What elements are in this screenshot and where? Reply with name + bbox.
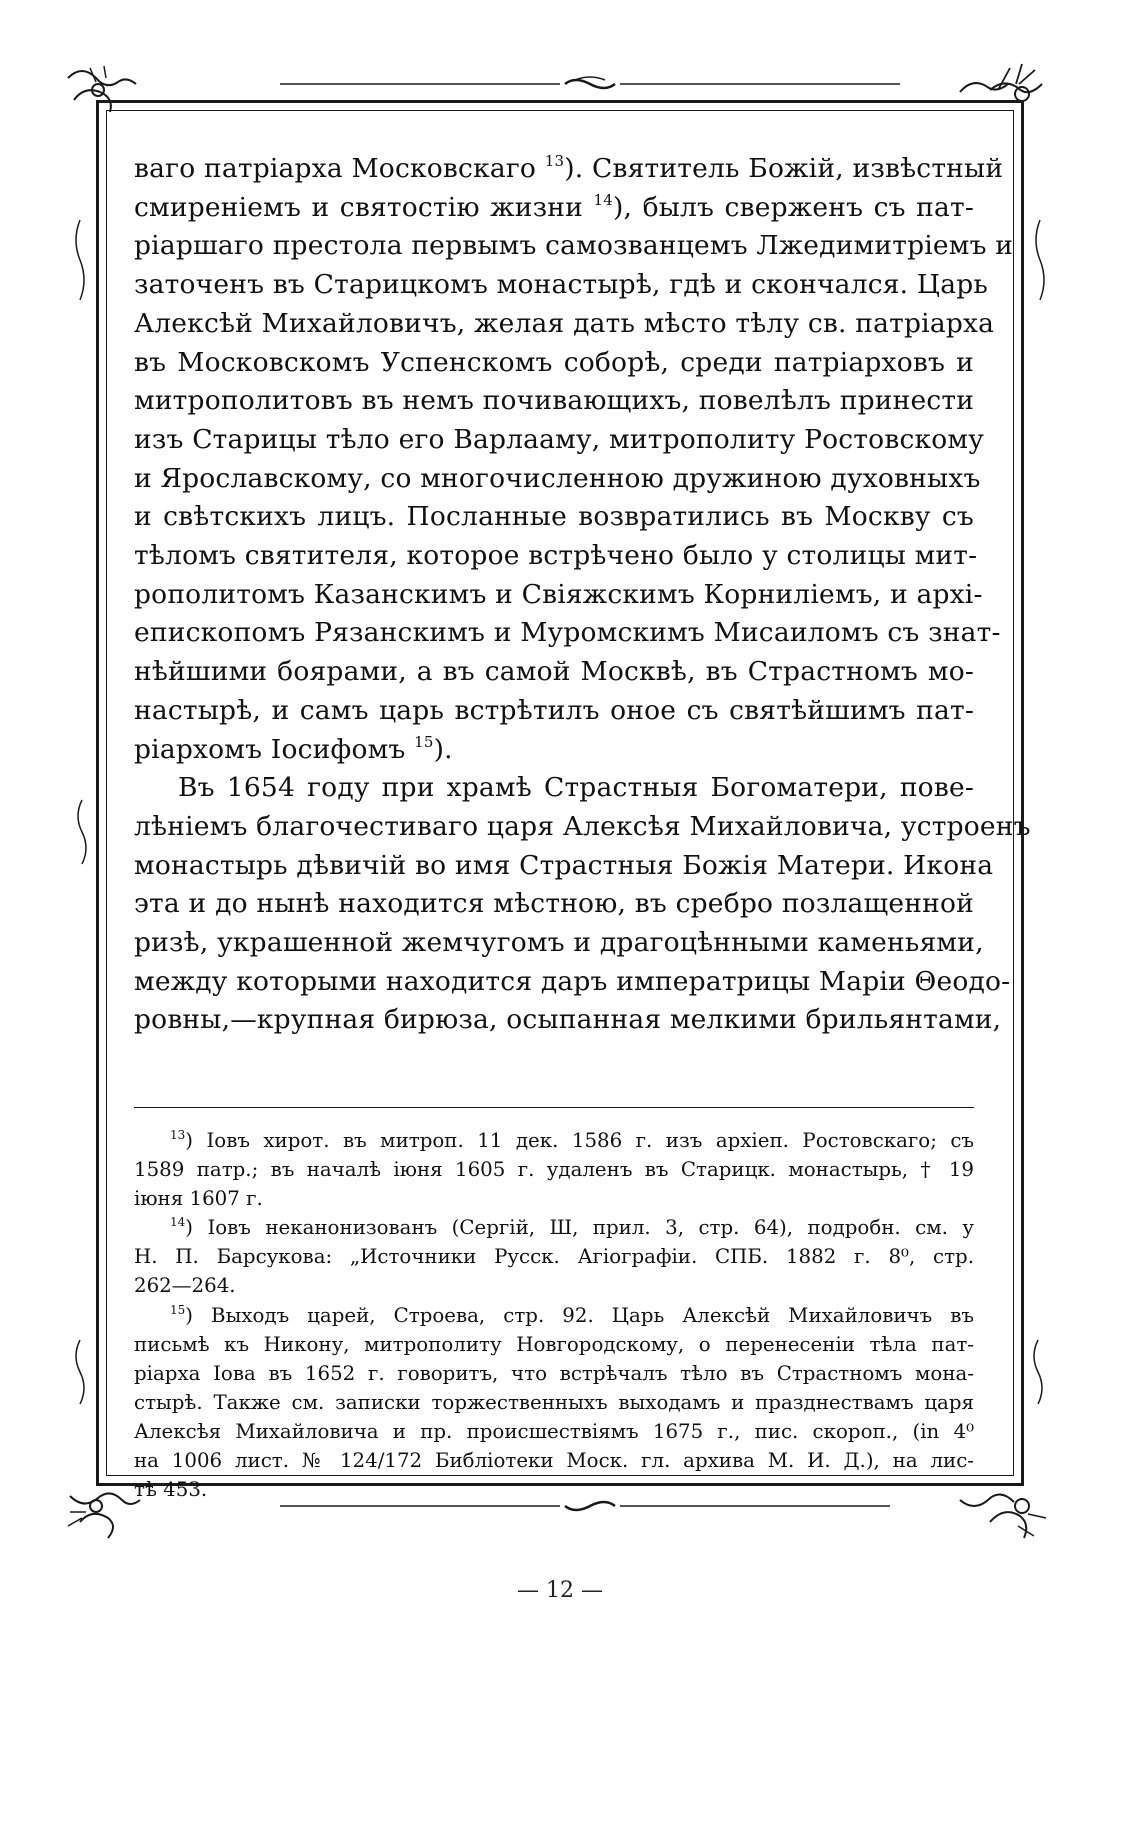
text-segment: ) Іовъ неканонизованъ (Сергій, Ш, прил. 3, стр. 64), подробн. см. у	[185, 1216, 974, 1240]
text-line: изъ Старицы тѣло его Варлааму, митрополиту Ростовскому	[134, 423, 985, 455]
text-line: Въ 1654 году при храмѣ Страстныя Богоматери, пове-	[178, 772, 974, 804]
right-side-ornament	[1020, 180, 1060, 1440]
text-segment: ріархомъ Іосифомъ	[134, 733, 406, 765]
text-line: нѣйшими боярами, а въ самой Москвѣ, въ Страстномъ мо-	[134, 656, 974, 688]
text-segment: ваго патріарха Московскаго	[134, 153, 537, 184]
paragraph-1	[134, 150, 1014, 769]
text-line: ровны,—крупная бирюза, осыпанная мелкими брильянтами,	[134, 1004, 1002, 1036]
text-line: Алексѣй Михайловичъ, желая дать мѣсто тѣлу св. патріарха	[134, 307, 995, 339]
footnote-line: тѣ 453.	[134, 1478, 208, 1502]
text-line: настырѣ, и самъ царь встрѣтилъ оное съ святѣйшимъ пат-	[134, 694, 974, 726]
footnote-13	[134, 1126, 974, 1213]
text-line	[134, 189, 974, 228]
text-line: эта и до нынѣ находится мѣстною, въ сребро позлащенной	[134, 888, 974, 920]
footnote-separator	[134, 1107, 974, 1108]
text-line: митрополитовъ въ немъ почивающихъ, повелѣлъ принести	[134, 385, 975, 417]
footnote-ref[interactable]: 14	[593, 190, 613, 209]
text-line: епископомъ Рязанскимъ и Муромскимъ Мисаиломъ съ знат-	[134, 617, 1001, 649]
footnote-line: 262—264.	[134, 1274, 236, 1298]
text-line: между которыми находится даръ императрицы Маріи Θеодо-	[134, 965, 1011, 997]
text-line: заточенъ въ Старицкомъ монастырѣ, гдѣ и скончался. Царь	[134, 269, 989, 301]
footnote-mark: 13	[170, 1128, 186, 1142]
text-line	[134, 150, 1004, 189]
text-line	[134, 731, 974, 770]
footnote-line: стырѣ. Также см. записки торжественныхъ выходамъ и празднествамъ царя	[134, 1390, 974, 1414]
footnote-ref[interactable]: 15	[414, 732, 434, 751]
footnote-line	[134, 1301, 974, 1330]
text-segment: ) Іовъ хирот. въ митроп. 11 дек. 1586 г. изъ архіеп. Ростовскаго; съ	[185, 1129, 974, 1152]
text-line: ризѣ, украшенной жемчугомъ и драгоцѣнными каменьями,	[134, 927, 984, 959]
paragraph-2	[134, 769, 1031, 1040]
main-text	[134, 150, 1031, 1040]
text-line: тѣломъ святителя, которое встрѣчено было у столицы мит-	[134, 540, 978, 572]
footnote-14	[134, 1213, 974, 1300]
footnote-ref[interactable]: 13	[544, 152, 565, 170]
text-segment: ) Выходъ царей, Строева, стр. 92. Царь Алексѣй Михайловичъ въ	[185, 1303, 974, 1327]
footnote-15	[134, 1301, 974, 1505]
footnote-line	[134, 1213, 974, 1242]
footnote-line: іюня 1607 г.	[134, 1187, 263, 1211]
footnote-line: Н. П. Барсукова: „Источники Русск. Агіографіи. СПБ. 1882 г. 8⁰, стр.	[134, 1245, 974, 1269]
text-segment: ), былъ сверженъ съ пат-	[612, 191, 975, 223]
text-line: рополитомъ Казанскимъ и Свіяжскимъ Корниліемъ, и архі-	[134, 578, 983, 610]
footnote-line	[134, 1126, 974, 1155]
text-line: въ Московскомъ Успенскомъ соборѣ, среди патріарховъ и	[134, 346, 974, 378]
footnote-line: на 1006 лист. № 124/172 Библіотеки Моск. гл. архива М. И. Д.), на лис-	[134, 1449, 974, 1473]
footnote-mark: 15	[170, 1302, 186, 1317]
text-line: монастырь дѣвичій во имя Страстныя Божія Матери. Икона	[134, 849, 994, 881]
footnote-line: 1589 патр.; въ началѣ іюня 1605 г. удаленъ въ Старицк. монастырь, † 19	[134, 1158, 974, 1182]
top-ornament	[60, 60, 1060, 120]
footnote-mark: 14	[170, 1215, 186, 1230]
text-segment: смиреніемъ и святостію жизни	[134, 191, 584, 223]
text-segment: ).	[433, 733, 453, 765]
text-line: лѣніемъ благочестиваго царя Алексѣя Михайловича, устроенъ	[134, 810, 1031, 842]
text-line: и свѣтскихъ лицъ. Посланные возвратились въ Москву съ	[134, 501, 974, 533]
page-number: — 12 —	[517, 1578, 603, 1603]
footnote-line: письмѣ къ Никону, митрополиту Новгородскому, о перенесеніи тѣла пат-	[134, 1332, 974, 1356]
footnote-line: Алексѣя Михайловича и пр. происшествіямъ 1675 г., пис. скороп., (in 4⁰	[134, 1419, 974, 1443]
footnotes	[134, 1126, 974, 1504]
text-line: и Ярославскому, со многочисленною дружиною духовныхъ	[134, 462, 981, 494]
text-line: ріаршаго престола первымъ самозванцемъ Лжедимитріемъ и	[134, 230, 1014, 262]
text-segment: ). Святитель Божій, извѣстный	[564, 153, 1004, 184]
left-side-ornament	[60, 180, 100, 1440]
footnote-line: ріарха Іова въ 1652 г. говоритъ, что встрѣчалъ тѣло въ Страстномъ мона-	[134, 1361, 974, 1385]
